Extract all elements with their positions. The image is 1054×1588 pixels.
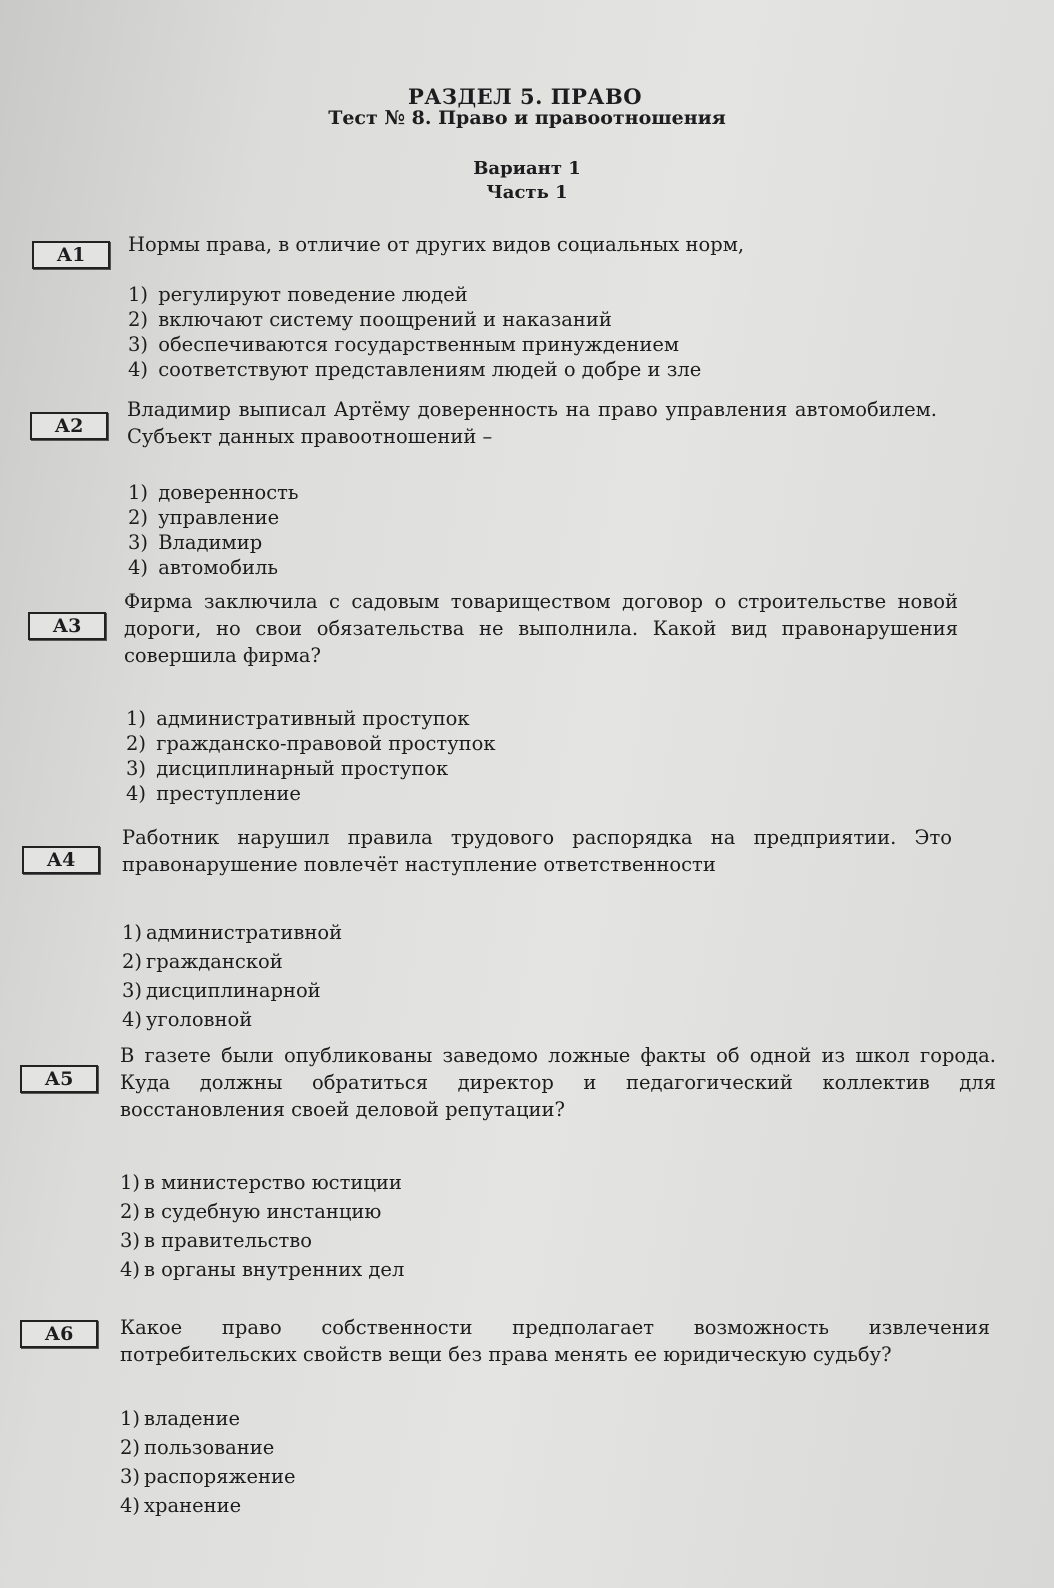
- answer-number: 3): [122, 979, 143, 1002]
- answer-number: 4): [126, 782, 147, 805]
- answer-option: [128, 282, 701, 307]
- answer-option: [122, 976, 342, 1005]
- question-text: Работник нарушил правила трудового распорядка на предприятии. Это правонарушение повлечёт наступление ответственности: [122, 826, 952, 876]
- question-number-box: А2: [30, 412, 108, 440]
- answer-list: [128, 480, 299, 580]
- answer-number: 4): [128, 556, 149, 579]
- answer-option: [120, 1226, 404, 1255]
- answer-option: [120, 1168, 404, 1197]
- answer-text: гражданской: [146, 950, 283, 973]
- answer-option: [128, 357, 701, 382]
- answer-text: дисциплинарный проступок: [156, 757, 449, 780]
- answer-number: 3): [128, 333, 149, 356]
- answer-option: [126, 756, 496, 781]
- answer-option: [120, 1255, 404, 1284]
- answer-text: доверенность: [158, 481, 299, 504]
- answer-number: 1): [120, 1407, 141, 1430]
- question-number-box: А3: [28, 612, 106, 640]
- answer-text: владение: [144, 1407, 241, 1430]
- answer-option: [120, 1491, 296, 1520]
- answer-option: [126, 731, 496, 756]
- answer-number: 1): [120, 1171, 141, 1194]
- answer-option: [128, 332, 701, 357]
- answer-list: [122, 918, 342, 1034]
- answer-option: [120, 1197, 404, 1226]
- answer-text: административный проступок: [156, 707, 470, 730]
- answer-text: включают систему поощрений и наказаний: [158, 308, 612, 331]
- answer-list: [128, 282, 701, 382]
- answer-option: [122, 918, 342, 947]
- answer-text: управление: [158, 506, 280, 529]
- answer-option: [122, 1005, 342, 1034]
- answer-number: 2): [128, 506, 149, 529]
- question-text: Нормы права, в отличие от других видов социальных норм,: [128, 233, 745, 256]
- answer-text: соответствуют представлениям людей о добре и зле: [158, 358, 702, 381]
- answer-number: 1): [122, 921, 143, 944]
- answer-option: [120, 1462, 296, 1491]
- question-number-box: А6: [20, 1320, 98, 1348]
- answer-number: 3): [128, 531, 149, 554]
- answer-text: в министерство юстиции: [144, 1171, 402, 1194]
- answer-number: 2): [120, 1436, 141, 1459]
- answer-option: [122, 947, 342, 976]
- answer-text: преступление: [156, 782, 301, 805]
- answer-number: 2): [126, 732, 147, 755]
- question-text: Какое право собственности предполагает возможность извлечения потребительских свойств вещи без права менять ее юридическую судьбу?: [120, 1316, 990, 1366]
- part-label: Часть 1: [486, 182, 568, 203]
- answer-text: пользование: [144, 1436, 275, 1459]
- answer-list: [120, 1168, 404, 1284]
- answer-number: 4): [122, 1008, 143, 1031]
- test-title: Тест № 8. Право и правоотношения: [328, 107, 726, 129]
- answer-option: [126, 781, 496, 806]
- variant-label: Вариант 1: [473, 158, 581, 179]
- answer-number: 1): [128, 481, 149, 504]
- question-number-box: А4: [22, 846, 100, 874]
- answer-option: [128, 505, 299, 530]
- answer-number: 3): [120, 1229, 141, 1252]
- answer-text: административной: [146, 921, 343, 944]
- question-number-box: А1: [32, 241, 110, 269]
- answer-option: [128, 480, 299, 505]
- answer-option: [128, 555, 299, 580]
- answer-option: [120, 1433, 296, 1462]
- answer-text: в органы внутренних дел: [144, 1258, 405, 1281]
- answer-text: дисциплинарной: [146, 979, 321, 1002]
- answer-number: 4): [128, 358, 149, 381]
- answer-text: распоряжение: [144, 1465, 296, 1488]
- answer-option: [126, 706, 496, 731]
- answer-list: [120, 1404, 296, 1520]
- answer-option: [120, 1404, 296, 1433]
- answer-text: обеспечиваются государственным принуждением: [158, 333, 680, 356]
- answer-text: хранение: [144, 1494, 242, 1517]
- answer-option: [128, 530, 299, 555]
- question-text: Владимир выписал Артёму доверенность на право управления автомобилем. Субъект данных правоотношений –: [127, 398, 937, 448]
- answer-number: 3): [120, 1465, 141, 1488]
- question-text: В газете были опубликованы заведомо ложные факты об одной из школ города. Куда должны обратиться директор и педагогический коллектив для восстановления своей деловой репутации?: [120, 1044, 996, 1121]
- answer-number: 4): [120, 1494, 141, 1517]
- answer-number: 2): [122, 950, 143, 973]
- answer-text: гражданско-правовой проступок: [156, 732, 496, 755]
- answer-number: 1): [126, 707, 147, 730]
- answer-text: в судебную инстанцию: [144, 1200, 382, 1223]
- answer-number: 2): [128, 308, 149, 331]
- answer-list: [126, 706, 496, 806]
- answer-text: уголовной: [146, 1008, 253, 1031]
- section-title: РАЗДЕЛ 5. ПРАВО: [407, 84, 643, 109]
- answer-text: автомобиль: [158, 556, 278, 579]
- answer-text: в правительство: [144, 1229, 313, 1252]
- answer-number: 3): [126, 757, 147, 780]
- question-text: Фирма заключила с садовым товариществом договор о строительстве новой дороги, но свои обязательства не выполнила. Какой вид правонарушения совершила фирма?: [124, 590, 958, 667]
- answer-option: [128, 307, 701, 332]
- answer-number: 1): [128, 283, 149, 306]
- question-number-box: А5: [20, 1065, 98, 1093]
- answer-text: Владимир: [158, 531, 263, 554]
- answer-number: 2): [120, 1200, 141, 1223]
- answer-number: 4): [120, 1258, 141, 1281]
- answer-text: регулируют поведение людей: [158, 283, 468, 306]
